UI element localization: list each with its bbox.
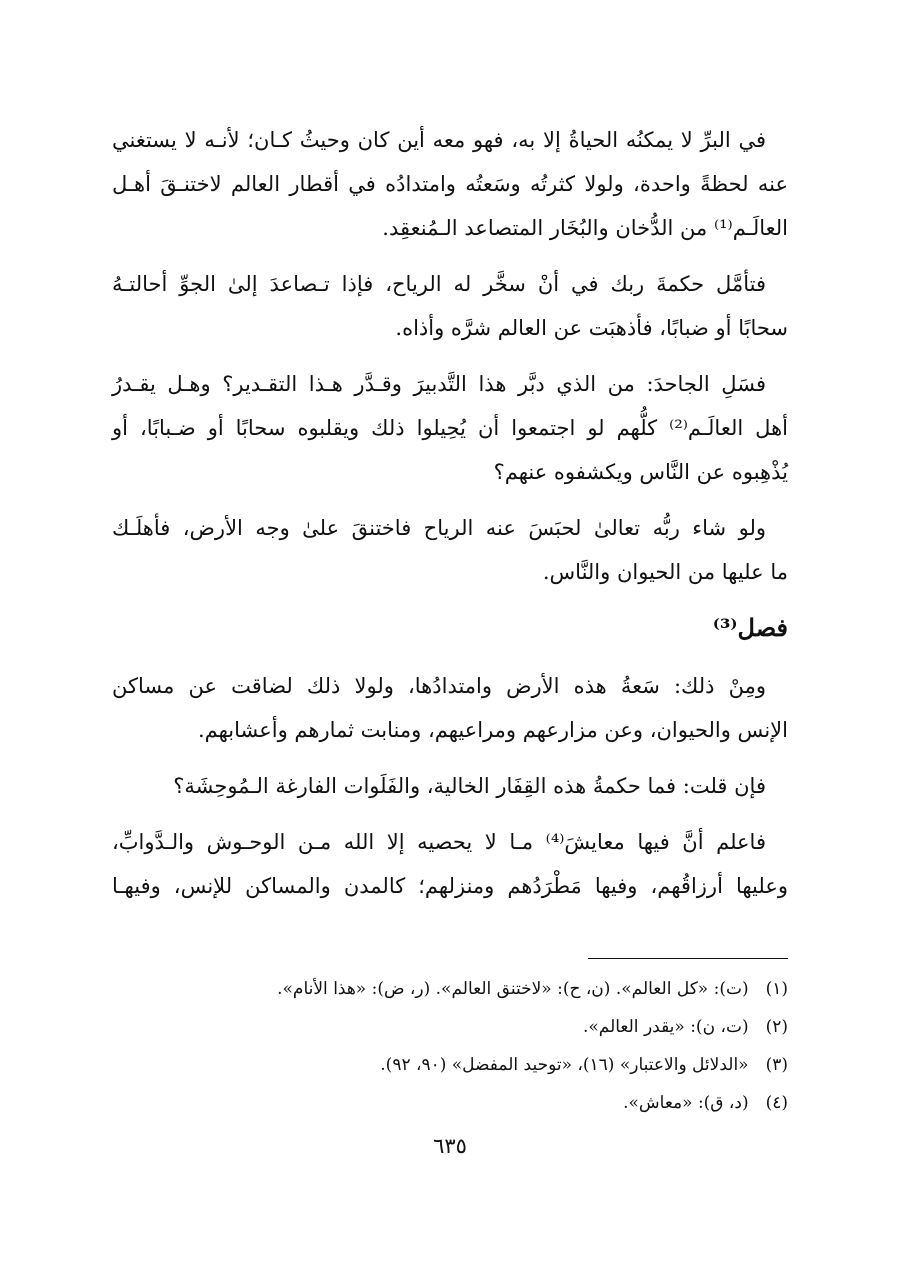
footnote-text: (ت): «كل العالم». (ن، ح): «لاختنق العالم». (ر، ض): «هذا الأنام». <box>277 979 749 999</box>
paragraph-1 <box>112 118 788 250</box>
footnote-text: (ت، ن): «يقدر العالم». <box>582 1017 749 1037</box>
text-line: الإنس والحيوان، وعن مزارعهم ومراعيهم، ومنابت ثمارهم وأعشابهم. <box>197 718 788 742</box>
footnote-text: (د، ق): «معاش». <box>623 1093 749 1113</box>
text-line: فاعلم أنَّ فيها معايشَ⁽⁴⁾ مـا لا يحصيه إلا الله مـن الوحـوش والـدَّوابِّ، <box>112 830 766 854</box>
text-line: ما عليها من الحيوان والنَّاس. <box>542 560 788 584</box>
footnote-2 <box>112 1008 788 1046</box>
text-line: فتأمَّل حكمةَ ربك في أنْ سخَّر له الرياح، فإذا تـصاعدَ إلىٰ الجوِّ أحالتـهُ <box>112 272 766 296</box>
footnote-3 <box>112 1046 788 1084</box>
footnote-number: (٤) <box>765 1093 788 1113</box>
page-number: ٦٣٥ <box>433 1134 467 1158</box>
section-heading: فصل⁽³⁾ <box>712 613 788 642</box>
main-text <box>112 118 788 920</box>
footnote-separator <box>588 958 788 959</box>
paragraph-7 <box>112 820 788 908</box>
footnote-text: «الدلائل والاعتبار» (١٦)، «توحيد المفضل» (٩٠، ٩٢). <box>380 1055 749 1075</box>
text-line: ومِنْ ذلك: سَعةُ هذه الأرض وامتدادُها، ولولا ذلك لضاقت عن مساكن <box>112 674 766 698</box>
paragraph-5 <box>112 664 788 752</box>
text-line: يُذْهِبوه عن النَّاس ويكشفوه عنهم؟ <box>493 460 788 484</box>
text-line: أهل العالَـم⁽²⁾ كلُّهم لو اجتمعوا أن يُحِيلوا ذلك ويقلبوه سحابًا أو ضـبابًا، أو <box>112 416 788 440</box>
footnote-number: (٢) <box>765 1017 788 1037</box>
footnote-1 <box>112 970 788 1008</box>
text-line: سحابًا أو ضبابًا، فأذهبَت عن العالم شرَّه وأذاه. <box>395 316 788 340</box>
paragraph-6 <box>112 764 788 808</box>
text-line: عنه لحظةً واحدة، ولولا كثرتُه وسَعتُه وامتدادُه في أقطار العالم لاختنـقَ أهـل <box>112 172 788 196</box>
footnote-number: (٣) <box>765 1055 788 1075</box>
footnotes <box>112 970 788 1122</box>
text-line: فإن قلت: فما حكمةُ هذه القِفَار الخالية، والفَلَوات الفارغة الـمُوحِشَة؟ <box>173 774 766 798</box>
footnote-4 <box>112 1084 788 1122</box>
text-line: العالَـم⁽¹⁾ من الدُّخان والبُخَار المتصاعد الـمُنعقِد. <box>382 216 788 240</box>
text-line: ولو شاء ربُّه تعالىٰ لحبَسَ عنه الرياح فاختنقَ علىٰ وجه الأرض، فأهلَـك <box>112 516 766 540</box>
text-line: وعليها أرزاقُهم، وفيها مَطْرَدُهم ومنزلهم؛ كالمدن والمساكن للإنس، وفيهـا <box>112 874 788 898</box>
text-line: فسَلِ الجاحدَ: من الذي دبَّر هذا التَّدبيرَ وقـدَّر هـذا التقـدير؟ وهـل يقـدرُ <box>112 372 766 396</box>
footnote-number: (١) <box>765 979 788 999</box>
paragraph-2 <box>112 262 788 350</box>
text-line: في البرِّ لا يمكنُه الحياةُ إلا به، فهو معه أين كان وحيثُ كـان؛ لأنـه لا يستغني <box>112 128 766 152</box>
paragraph-3 <box>112 362 788 494</box>
paragraph-4 <box>112 506 788 594</box>
